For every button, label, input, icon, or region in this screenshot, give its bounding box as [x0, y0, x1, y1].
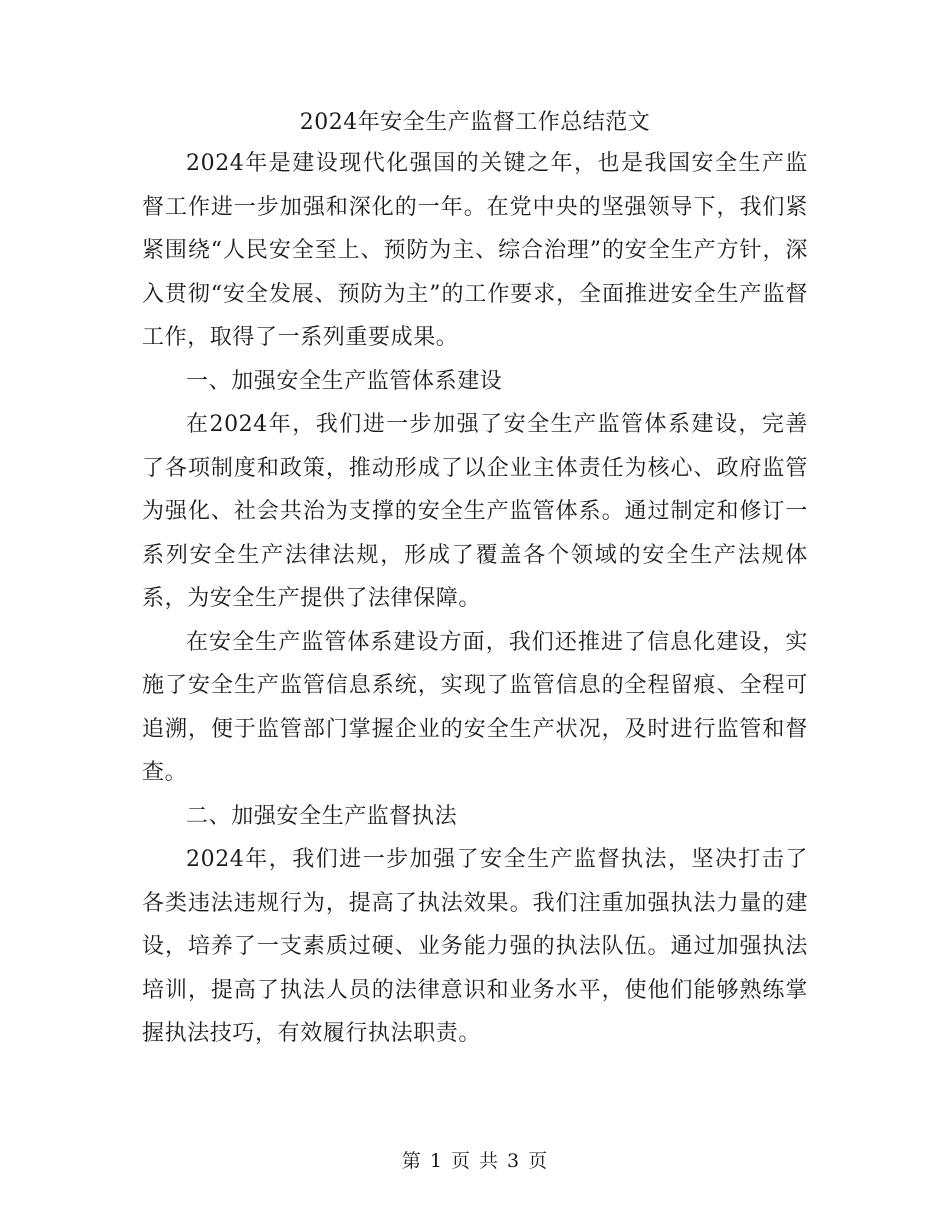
- footer-prefix: 第: [401, 1150, 422, 1172]
- paragraph-section-1-a: 在2024年，我们进一步加强了安全生产监管体系建设，完善了各项制度和政策，推动形成了以企业主体责任为核心、政府监管为强化、社会共治为支撑的安全生产监管体系。通过制定和修订一系列安全生产法律法规，形成了覆盖各个领域的安全生产法规体系，为安全生产提供了法律保障。: [142, 412, 808, 611]
- footer-current-page: 1: [429, 1150, 443, 1172]
- document-title: 2024年安全生产监督工作总结范文: [299, 110, 651, 135]
- footer-total-word: 共: [479, 1150, 500, 1172]
- document-page: [142, 104, 808, 1056]
- footer-page-word: 页: [450, 1150, 471, 1172]
- section-heading-1: 一、加强安全生产监管体系建设: [186, 368, 503, 394]
- paragraph-section-1-b: 在安全生产监管体系建设方面，我们还推进了信息化建设，实施了安全生产监管信息系统，实现了监管信息的全程留痕、全程可追溯，便于监管部门掌握企业的安全生产状况，及时进行监管和督查。: [142, 629, 808, 785]
- page-footer: [0, 1146, 950, 1173]
- paragraph-section-2-a: 2024年，我们进一步加强了安全生产监督执法，坚决打击了各类违法违规行为，提高了执法效果。我们注重加强执法力量的建设，培养了一支素质过硬、业务能力强的执法队伍。通过加强执法培训，提高了执法人员的法律意识和业务水平，使他们能够熟练掌握执法技巧，有效履行执法职责。: [142, 847, 808, 1046]
- paragraph-intro: 2024年是建设现代化强国的关键之年，也是我国安全生产监督工作进一步加强和深化的一年。在党中央的坚强领导下，我们紧紧围绕“人民安全至上、预防为主、综合治理”的安全生产方针，深入贯彻“安全发展、预防为主”的工作要求，全面推进安全生产监督工作，取得了一系列重要成果。: [142, 151, 808, 350]
- footer-suffix: 页: [528, 1150, 549, 1172]
- section-heading-2: 二、加强安全生产监督执法: [186, 803, 458, 829]
- footer-total-pages: 3: [507, 1150, 521, 1172]
